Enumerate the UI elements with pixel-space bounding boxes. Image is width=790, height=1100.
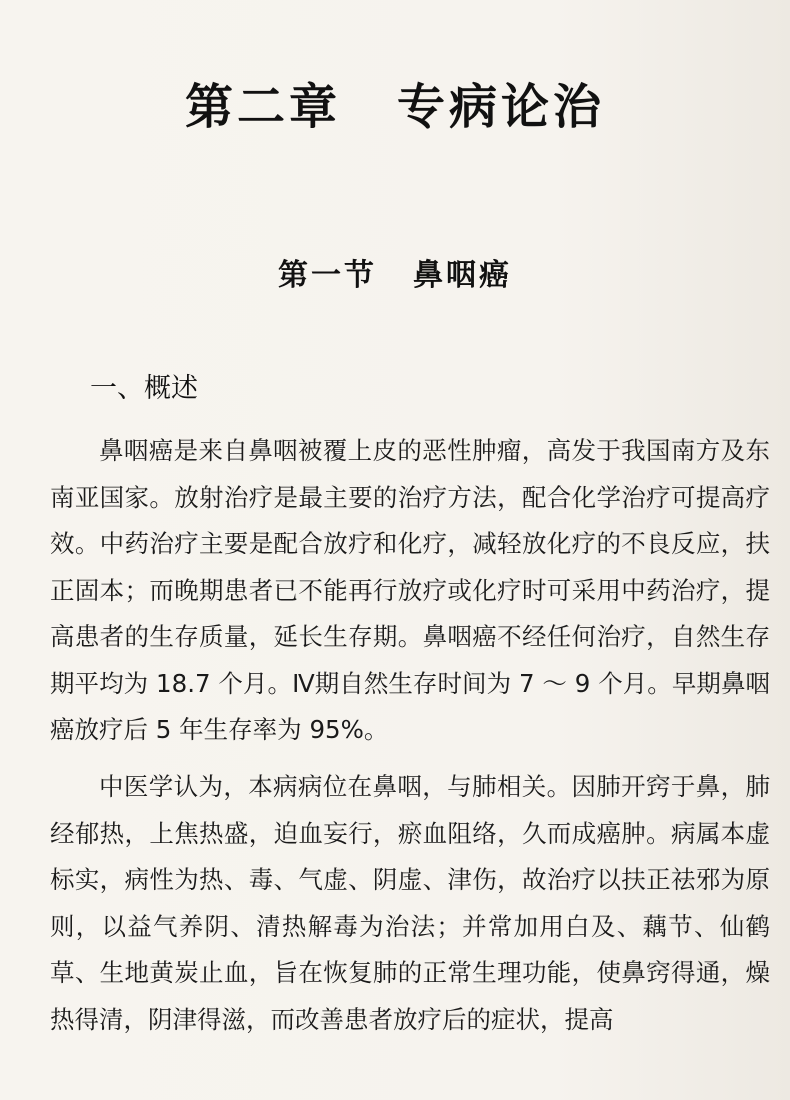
subsection-heading: 一、概述	[90, 373, 198, 404]
chapter-name: 专病论治	[397, 79, 606, 135]
chapter-title	[0, 68, 790, 137]
section-number: 第一节	[278, 258, 377, 293]
paragraph-overview: 鼻咽癌是来自鼻咽被覆上皮的恶性肿瘤，高发于我国南方及东南亚国家。放射治疗是最主要的治疗方法，配合化学治疗可提高疗效。中药治疗主要是配合放疗和化疗，减轻放化疗的不良反应，扶正固本；而晚期患者已不能再行放疗或化疗时可采用中药治疗，提高患者的生存质量，延长生存期。鼻咽癌不经任何治疗，自然生存期平均为 18.7 个月。Ⅳ期自然生存时间为 7 ～ 9 个月。早期鼻咽癌放疗后 5 年生存率为 95%。	[50, 436, 770, 744]
section-title	[0, 250, 790, 294]
section-name: 鼻咽癌	[413, 258, 512, 293]
paragraph-tcm-theory: 中医学认为，本病病位在鼻咽，与肺相关。因肺开窍于鼻，肺经郁热，上焦热盛，迫血妄行，瘀血阻络，久而成癌肿。病属本虚标实，病性为热、毒、气虚、阴虚、津伤，故治疗以扶正祛邪为原则，以益气养阴、清热解毒为治法；并常加用白及、藕节、仙鹤草、生地黄炭止血，旨在恢复肺的正常生理功能，使鼻窍得通，燥热得清，阴津得滋，而改善患者放疗后的症状，提高	[50, 772, 770, 1034]
chapter-number: 第二章	[184, 79, 341, 135]
